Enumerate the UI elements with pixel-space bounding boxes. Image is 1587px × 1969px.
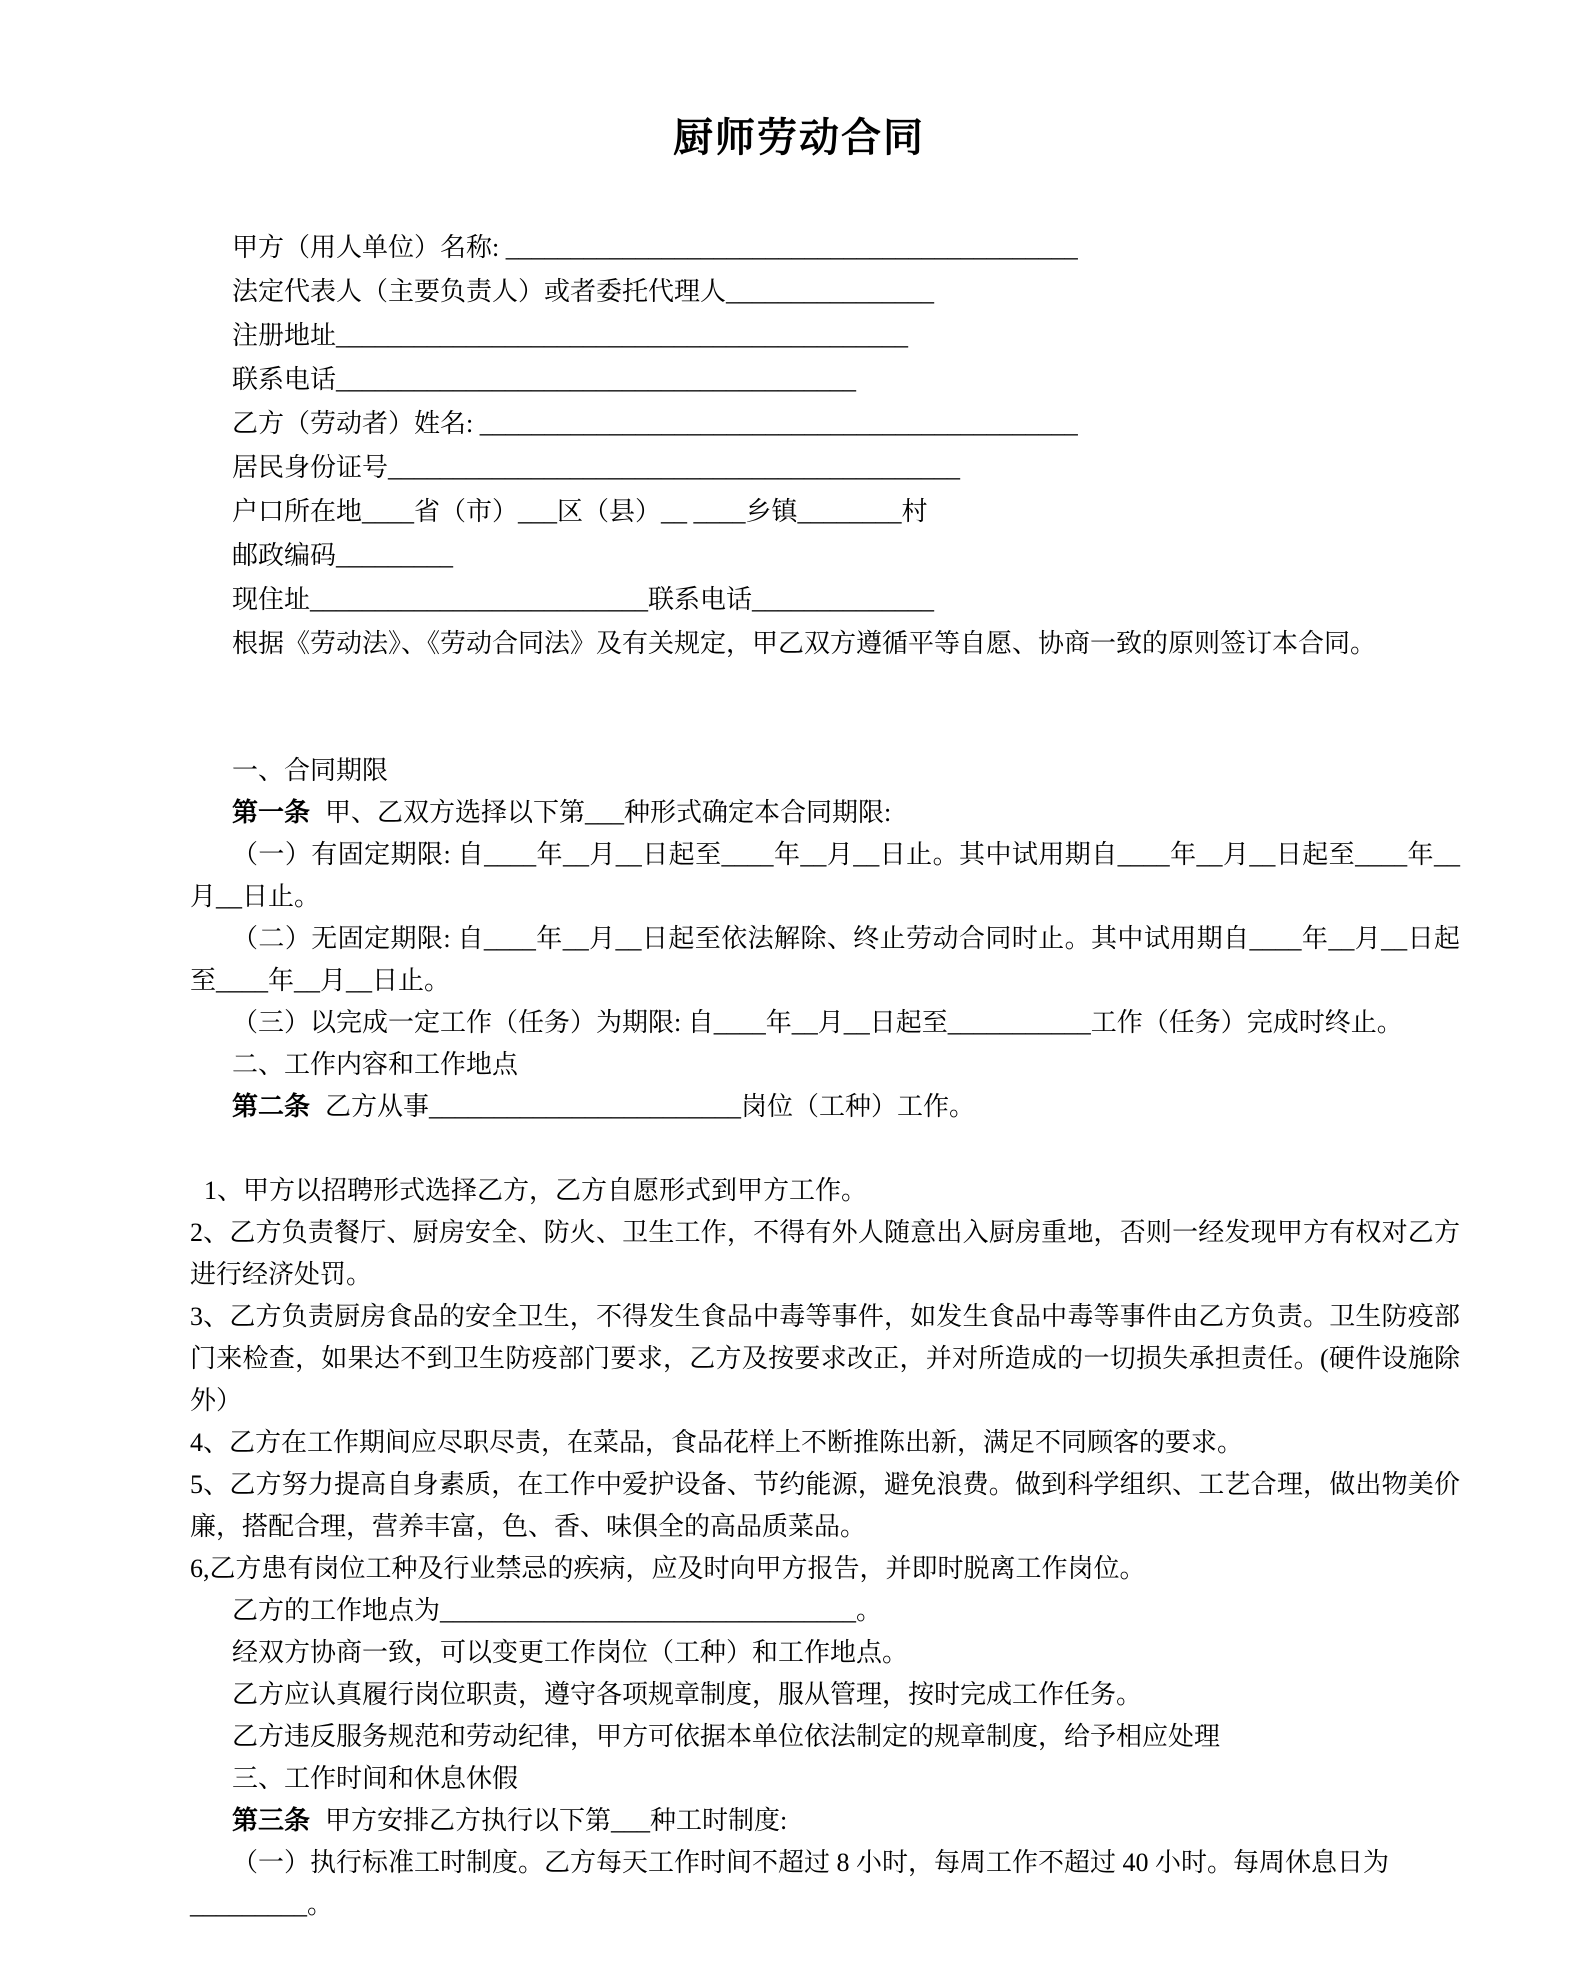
violation-line: 乙方违反服务规范和劳动纪律，甲方可依据本单位依法制定的规章制度，给予相应处理 xyxy=(232,1722,1221,1751)
contract-body xyxy=(190,750,1460,1926)
duty-item-6: 6,乙方患有岗位工种及行业禁忌的疾病，应及时向甲方报告，并即时脱离工作岗位。 xyxy=(190,1554,1146,1583)
spacer xyxy=(190,1128,1460,1170)
term-fixed-item: （一）有固定期限: 自____年__月__日起至____年__月__日止。其中试用期自____年__月__日起至____年__月__日止。 xyxy=(190,840,1460,911)
term-open-item: （二）无固定期限: 自____年__月__日起至依法解除、终止劳动合同时止。其中试用期自____年__月__日起至____年__月__日止。 xyxy=(190,924,1460,995)
party-info-section xyxy=(190,226,1460,666)
duty-item-1: 1、甲方以招聘形式选择乙方，乙方自愿形式到甲方工作。 xyxy=(204,1176,868,1205)
clause2-label: 第二条 xyxy=(232,1092,311,1121)
contact-phone-line: 联系电话________________________________________ xyxy=(232,365,857,394)
clause2-text: 乙方从事________________________岗位（工种）工作。 xyxy=(325,1092,976,1121)
term-task-item: （三）以完成一定工作（任务）为期限: 自____年__月__日起至___________工作（任务）完成时终止。 xyxy=(232,1008,1403,1037)
duty-item-3: 3、乙方负责厨房食品的安全卫生，不得发生食品中毒等事件，如发生食品中毒等事件由乙方负责。卫生防疫部门来检查，如果达不到卫生防疫部门要求，乙方及按要求改正，并对所造成的一切损失承担责任。(硬件设施除外） xyxy=(190,1302,1460,1415)
clause1-text: 甲、乙双方选择以下第___种形式确定本合同期限: xyxy=(325,798,892,827)
party-b-name-line: 乙方（劳动者）姓名: ______________________________________________ xyxy=(232,409,1078,438)
postcode-line: 邮政编码_________ xyxy=(232,541,454,570)
id-number-line: 居民身份证号____________________________________________ xyxy=(232,453,961,482)
registered-address-line: 注册地址____________________________________________ xyxy=(232,321,909,350)
clause1-label: 第一条 xyxy=(232,798,311,827)
clause3-text: 甲方安排乙方执行以下第___种工时制度: xyxy=(325,1806,788,1835)
duty-item-4: 4、乙方在工作期间应尽职尽责，在菜品，食品花样上不断推陈出新，满足不同顾客的要求。 xyxy=(190,1428,1244,1457)
residence-phone-line: 现住址__________________________联系电话______________ xyxy=(232,585,935,614)
party-a-name-line: 甲方（用人单位）名称: ____________________________________________ xyxy=(232,233,1078,262)
perform-duty-line: 乙方应认真履行岗位职责，遵守各项规章制度，服从管理，按时完成工作任务。 xyxy=(232,1680,1143,1709)
section2-heading: 二、工作内容和工作地点 xyxy=(232,1050,519,1079)
rest-day-blank-line: _________。 xyxy=(190,1890,334,1919)
duty-item-5: 5、乙方努力提高自身素质，在工作中爱护设备、节约能源，避免浪费。做到科学组织、工艺合理，做出物美价廉，搭配合理，营养丰富，色、香、味俱全的高品质菜品。 xyxy=(190,1470,1460,1541)
duty-item-2: 2、乙方负责餐厅、厨房安全、防火、卫生工作，不得有外人随意出入厨房重地，否则一经发现甲方有权对乙方进行经济处罚。 xyxy=(190,1218,1460,1289)
contract-basis-line: 根据《劳动法》、《劳动合同法》及有关规定，甲乙双方遵循平等自愿、协商一致的原则签订本合同。 xyxy=(232,629,1377,658)
clause3-label: 第三条 xyxy=(232,1806,311,1835)
section1-heading: 一、合同期限 xyxy=(232,756,389,785)
section3-heading: 三、工作时间和休息休假 xyxy=(232,1764,519,1793)
household-registration-line: 户口所在地____省（市）___区（县）__ ____乡镇________村 xyxy=(232,497,928,526)
clause3-line xyxy=(190,1800,1460,1842)
legal-representative-line: 法定代表人（主要负责人）或者委托代理人________________ xyxy=(232,277,935,306)
clause2-line xyxy=(190,1086,1460,1128)
standard-hours-item: （一）执行标准工时制度。乙方每天工作时间不超过 8 小时，每周工作不超过 40 小时。每周休息日为 xyxy=(232,1848,1390,1877)
clause1-line xyxy=(190,792,1460,834)
spacer xyxy=(190,666,1460,750)
workplace-line: 乙方的工作地点为________________________________。 xyxy=(232,1596,883,1625)
document-title: 厨师劳动合同 xyxy=(673,115,925,160)
change-position-line: 经双方协商一致，可以变更工作岗位（工种）和工作地点。 xyxy=(232,1638,909,1667)
